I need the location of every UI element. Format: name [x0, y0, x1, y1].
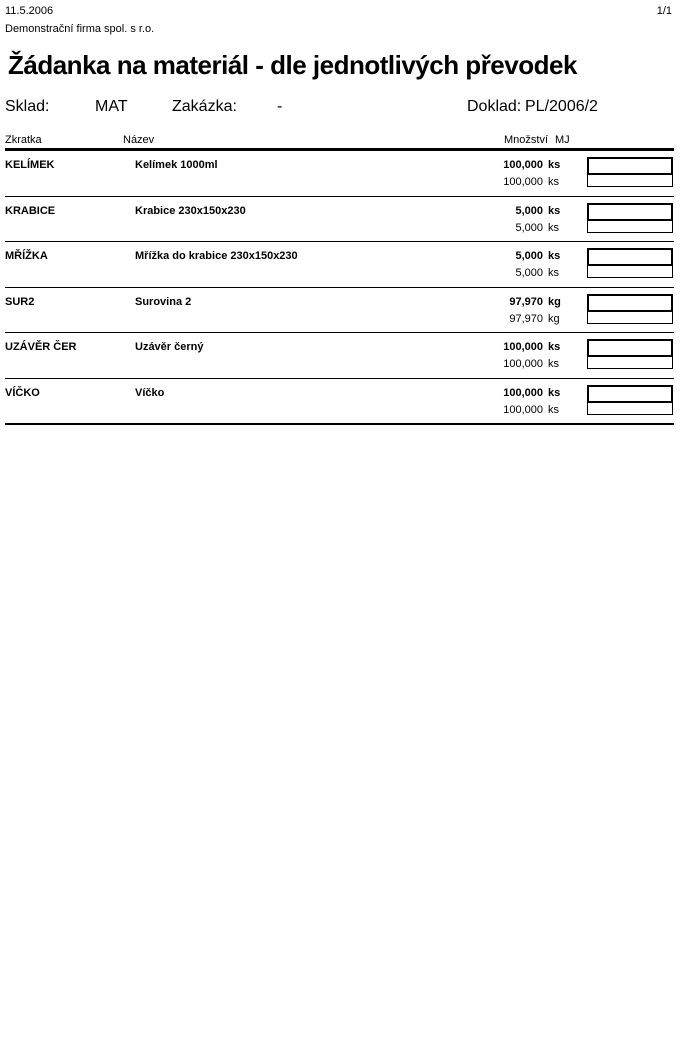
zakazka-value: - [277, 98, 283, 115]
handwriting-box [587, 203, 673, 233]
row-nazev: Uzávěr černý [135, 341, 204, 353]
report-date: 11.5.2006 [5, 5, 54, 17]
handwriting-box-top [587, 294, 673, 312]
row-qty-issued: 100,000 [503, 403, 543, 416]
handwriting-box-top [587, 248, 673, 266]
col-header-nazev: Název [123, 134, 155, 146]
row-nazev: Krabice 230x150x230 [135, 204, 246, 217]
handwriting-box-bottom [587, 312, 673, 324]
row-qty-issued: 97,970 [509, 312, 543, 325]
handwriting-box-bottom [587, 175, 673, 187]
row-mj-requested: ks [548, 386, 561, 399]
row-qty-requested: 100,000 [503, 386, 543, 399]
handwriting-box-bottom [587, 266, 673, 278]
row-qty-requested: 97,970 [509, 295, 543, 308]
sklad-value: MAT [95, 98, 128, 115]
row-nazev: Surovina 2 [135, 295, 192, 308]
row-zkratka: MŘÍŽKA [5, 250, 48, 262]
table-column-headers [5, 134, 674, 148]
row-mj-issued: ks [548, 176, 559, 188]
table-row [5, 379, 674, 426]
row-mj-issued: ks [548, 358, 559, 370]
row-mj-requested: ks [548, 204, 561, 217]
handwriting-box-top [587, 385, 673, 403]
row-qty-requested: 100,000 [503, 159, 543, 171]
row-mj-issued: ks [548, 403, 559, 416]
handwriting-box-top [587, 157, 673, 175]
row-nazev: Víčko [135, 386, 165, 399]
handwriting-box [587, 339, 673, 369]
row-zkratka: KRABICE [5, 204, 56, 217]
handwriting-box-bottom [587, 403, 673, 415]
row-qty-issued: 5,000 [515, 267, 543, 279]
report-title: Žádanka na materiál - dle jednotlivých převodek [8, 50, 577, 80]
row-qty-issued: 100,000 [503, 176, 543, 188]
handwriting-box [587, 294, 673, 324]
page-number: 1/1 [656, 5, 672, 17]
info-line [5, 98, 674, 118]
row-zkratka: KELÍMEK [5, 159, 55, 171]
row-mj-requested: kg [548, 295, 561, 308]
row-nazev: Mřížka do krabice 230x150x230 [135, 250, 298, 262]
handwriting-box-bottom [587, 357, 673, 369]
table-row [5, 333, 674, 379]
row-mj-issued: ks [548, 221, 559, 234]
row-zkratka: SUR2 [5, 295, 35, 308]
col-header-zkratka: Zkratka [5, 134, 42, 146]
row-nazev: Kelímek 1000ml [135, 159, 218, 171]
handwriting-box [587, 157, 673, 187]
handwriting-box-bottom [587, 221, 673, 233]
doklad-label: Doklad: [467, 98, 522, 115]
row-qty-requested: 5,000 [515, 250, 543, 262]
handwriting-box-top [587, 339, 673, 357]
table-body [5, 151, 674, 425]
row-zkratka: UZÁVĚR ČER [5, 341, 77, 353]
doklad-value: PL/2006/2 [525, 98, 598, 115]
col-header-mnozstvi: Množství [503, 134, 548, 146]
company-name: Demonstrační firma spol. s r.o. [5, 23, 155, 35]
col-header-mj: MJ [555, 134, 570, 146]
table-row [5, 288, 674, 334]
row-mj-issued: ks [548, 267, 559, 279]
row-zkratka: VÍČKO [5, 386, 40, 399]
handwriting-box [587, 248, 673, 278]
table-row [5, 151, 674, 197]
handwriting-box-top [587, 203, 673, 221]
row-qty-issued: 100,000 [503, 358, 543, 370]
row-mj-requested: ks [548, 341, 561, 353]
sklad-label: Sklad: [5, 98, 50, 115]
row-qty-requested: 100,000 [503, 341, 543, 353]
row-mj-requested: ks [548, 250, 561, 262]
row-mj-requested: ks [548, 159, 561, 171]
row-qty-requested: 5,000 [515, 204, 543, 217]
zakazka-label: Zakázka: [172, 98, 237, 115]
row-mj-issued: kg [548, 312, 560, 325]
handwriting-box [587, 385, 673, 415]
table-row [5, 242, 674, 288]
table-row [5, 197, 674, 243]
row-qty-issued: 5,000 [515, 221, 543, 234]
